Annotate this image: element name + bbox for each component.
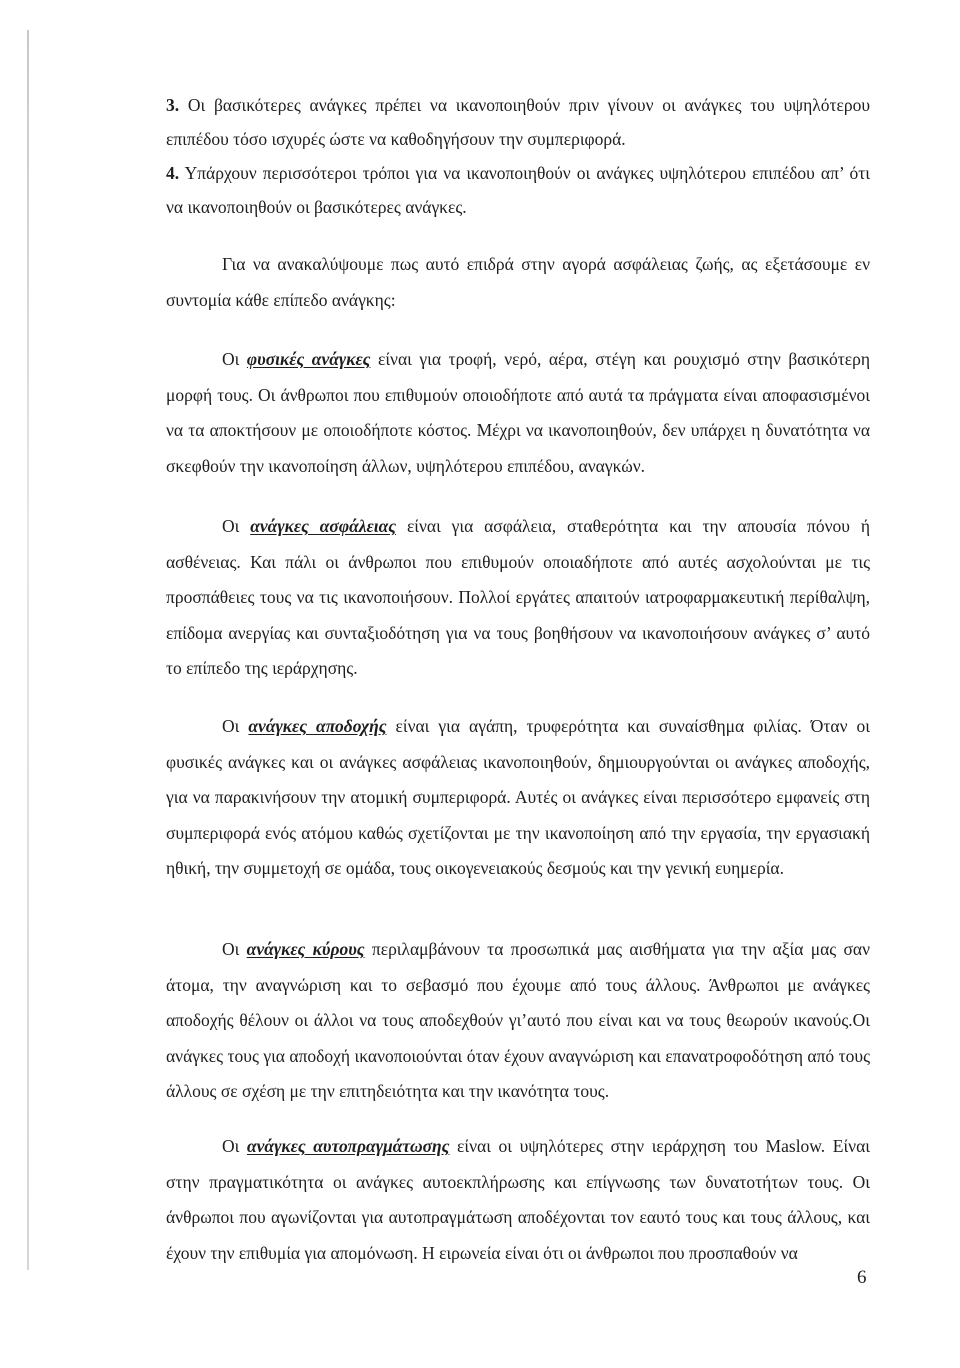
paragraph-body: είναι για αγάπη, τρυφερότητα και συναίσθημα φιλίας. Όταν οι φυσικές ανάγκες και οι ανάγκες ασφάλειας ικανοποιηθούν, δημιουργούνται οι ανάγκες αποδοχής, για να παρακινήσουν την ατομική συμπεριφορά. Αυτές οι ανάγκες είναι περισσότερο εμφανείς στη συμπεριφορά ενός ατόμου καθώς σχετίζονται με την ικανοποίηση από την εργασία, την εργασιακή ηθική, την συμμετοχή σε ομάδα, τους οικογενειακούς δεσμούς και την γενική ευημερία. <box>166 716 870 878</box>
paragraph-body: είναι για τροφή, νερό, αέρα, στέγη και ρουχισμό στην βασικότερη μορφή τους. Οι άνθρωποι που επιθυμούν οποιοδήποτε από αυτά τα πράγματα είναι αποφασισμένοι να τα αποκτήσουν με οποιοδήποτε κόστος. Μέχρι να ικανοποιηθούν, δεν υπάρχει η δυνατότητα να σκεφθούν την ικανοποίηση άλλων, υψηλότερου επιπέδου, αναγκών. <box>166 349 870 476</box>
paragraph-lead: Οι <box>222 349 247 369</box>
term-safety-needs: ανάγκες ασφάλειας <box>250 516 397 536</box>
paragraph-lead: Οι <box>222 716 249 736</box>
physical-needs-paragraph <box>166 342 870 484</box>
list-text: Υπάρχουν περισσότεροι τρόποι για να ικανοποιηθούν οι ανάγκες υψηλότερου επιπέδου απ’ ότι να ικανοποιηθούν οι βασικότερες ανάγκες. <box>166 163 871 217</box>
page-number: 6 <box>857 1267 867 1288</box>
term-esteem-needs: ανάγκες κύρους <box>246 939 365 959</box>
paragraph-body: είναι για ασφάλεια, σταθερότητα και την απουσία πόνου ή ασθένειας. Και πάλι οι άνθρωποι που επιθυμούν οποιαδήποτε από αυτές ασχολούνται με τις προσπάθειες τους να τις ικανοποιήσουν. Πολλοί εργάτες απαιτούν ιατροφαρμακευτική περίθαλψη, επίδομα ανεργίας και συνταξιοδότηση για να τους βοηθήσουν να ικανοποιήσουν ανάγκες σ’ αυτό το επίπεδο της ιεράρχησης. <box>166 516 870 678</box>
term-physical-needs: φυσικές ανάγκες <box>246 349 371 369</box>
paragraph-body: περιλαμβάνουν τα προσωπικά μας αισθήματα για την αξία μας σαν άτομα, την αναγνώριση και το σεβασμό που έχουμε από τους άλλους. Άνθρωποι με ανάγκες αποδοχής θέλουν οι άλλοι να τους αποδεχθούν γι’αυτό που είναι και να τους θεωρούν ικανούς.Οι ανάγκες τους για αποδοχή ικανοποιούνται όταν έχουν αναγνώριση και επανατροφοδότηση από τους άλλους σε σχέση με την επιτηδειότητα και την ικανότητα τους. <box>166 939 870 1101</box>
list-item-3 <box>166 88 870 156</box>
paragraph-lead: Οι <box>222 939 247 959</box>
intro-paragraph: Για να ανακαλύψουμε πως αυτό επιδρά στην αγορά ασφάλειας ζωής, ας εξετάσουμε εν συντομία κάθε επίπεδο ανάγκης: <box>166 254 870 310</box>
self-actualization-paragraph <box>166 1129 870 1271</box>
list-text: Οι βασικότερες ανάγκες πρέπει να ικανοποιηθούν πριν γίνουν οι ανάγκες του υψηλότερου επιπέδου τόσο ισχυρές ώστε να καθοδηγήσουν την συμπεριφορά. <box>166 95 871 149</box>
acceptance-needs-paragraph <box>166 709 870 887</box>
esteem-needs-paragraph <box>166 932 870 1110</box>
paragraph-body: είναι οι υψηλότερες στην ιεράρχηση του Maslow. Είναι στην πραγματικότητα οι ανάγκες αυτοεκπλήρωσης και επίγνωσης των δυνατοτήτων τους. Οι άνθρωποι που αγωνίζονται για αυτοπραγμάτωση αποδέχονται τον εαυτό τους και τους άλλους, και έχουν την επιθυμία για απομόνωση. Η ειρωνεία είναι ότι οι άνθρωποι που προσπαθούν να <box>166 1136 870 1263</box>
term-acceptance-needs: ανάγκες αποδοχής <box>248 716 387 736</box>
safety-needs-paragraph <box>166 509 870 687</box>
scan-edge-line <box>27 30 29 1270</box>
paragraph-lead: Οι <box>222 1136 247 1156</box>
paragraph-lead: Οι <box>222 516 251 536</box>
list-item-4 <box>166 156 870 224</box>
term-self-actualization-needs: ανάγκες αυτοπραγμάτωσης <box>246 1136 450 1156</box>
list-number: 3. <box>166 95 180 115</box>
list-number: 4. <box>166 163 180 183</box>
